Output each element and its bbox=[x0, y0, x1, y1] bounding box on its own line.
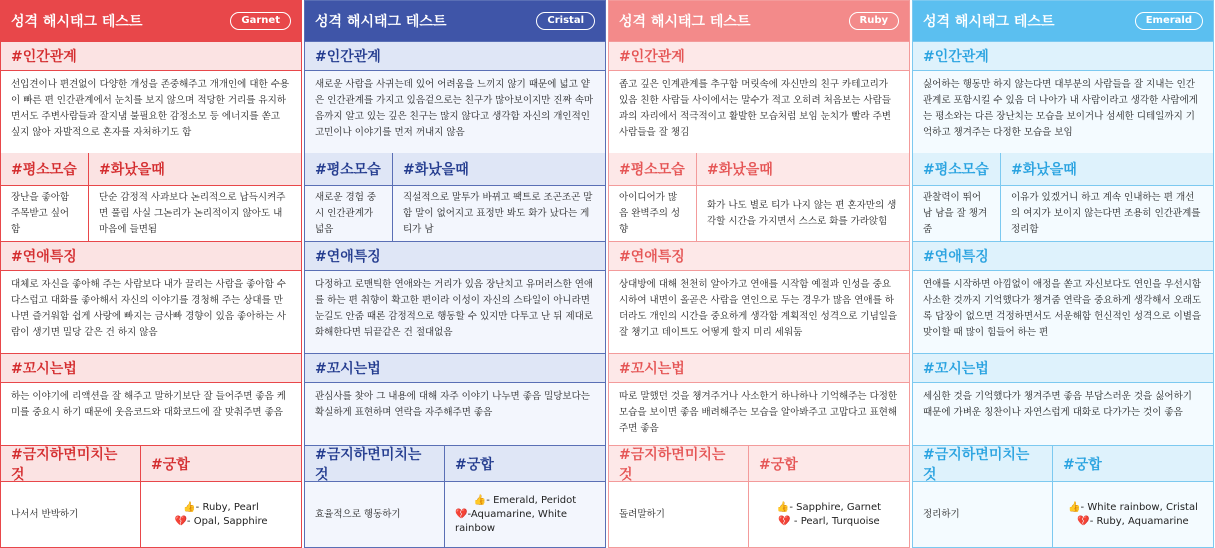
bad-match: 💔 - Pearl, Turquoise bbox=[778, 515, 880, 527]
compat-text bbox=[749, 482, 909, 547]
content-row bbox=[1, 185, 301, 241]
compat-head: #궁합 bbox=[1053, 446, 1213, 481]
section-relations-head: #인간관계 bbox=[1, 41, 301, 71]
angry-head: #화났을때 bbox=[697, 153, 909, 185]
angry-text: 화가 나도 별로 티가 나지 않는 편 혼자만의 생각할 시간을 가지면서 스스로 화를 가라앉힘 bbox=[697, 186, 909, 241]
usual-text: 관찰력이 뛰어남 남을 잘 챙겨줌 bbox=[913, 186, 1001, 241]
compat-head: #궁합 bbox=[141, 446, 301, 481]
ban-text: 나서서 반박하기 bbox=[1, 482, 141, 547]
usual-head: #평소모습 bbox=[913, 153, 1001, 185]
content-row bbox=[305, 481, 605, 547]
header-row bbox=[1, 445, 301, 481]
usual-head: #평소모습 bbox=[1, 153, 89, 185]
section-love-text: 대체로 자신을 좋아해 주는 사람보다 내가 끌리는 사람을 좋아함 수다스럽고 대화를 좋아해서 자신의 이야기를 경청해 주는 상대를 만나면 즐거워함 쉽게 사랑에 빠지는 금사빠 경향이 있음 좋아하는 사람이 생기면 밀당 같은 건 하지 않음 bbox=[1, 271, 301, 353]
card-cristal bbox=[304, 0, 606, 548]
section-relations-text: 선입견이나 편견없이 다양한 개성을 존중해주고 개개인에 대한 수용이 빠른 편 인간관계에서 눈치를 보지 않으며 적당한 거리를 유지하면서도 주변사람들과 잘지냄 불필요한 감정소모 등 에너지를 쏟고 싶지 않아 자발적으로 혼자를 자처하기도 함 bbox=[1, 71, 301, 153]
section-flirt-text: 세심한 것을 기억했다가 챙겨주면 좋음 부담스러운 것을 싫어하기 때문에 가벼운 칭찬이나 자연스럽게 대화로 다가가는 것이 좋음 bbox=[913, 383, 1213, 445]
usual-head: #평소모습 bbox=[305, 153, 393, 185]
section-love-head: #연애특징 bbox=[609, 241, 909, 271]
ban-text: 효율적으로 행동하기 bbox=[305, 482, 445, 547]
card-header bbox=[305, 1, 605, 41]
angry-head: #화났을때 bbox=[1001, 153, 1213, 185]
ban-head: #금지하면미치는것 bbox=[913, 446, 1053, 481]
good-match: 👍- Sapphire, Garnet bbox=[776, 501, 882, 513]
gem-badge: Cristal bbox=[536, 12, 595, 30]
card-header bbox=[1, 1, 301, 41]
section-relations-head: #인간관계 bbox=[913, 41, 1213, 71]
usual-text: 아이디어가 많음 완벽주의 성향 bbox=[609, 186, 697, 241]
angry-text: 이유가 있겠거니 하고 계속 인내하는 편 개선의 여지가 보이지 않는다면 조용히 인간관계를 정리함 bbox=[1001, 186, 1213, 241]
card-title: 성격 해시태그 테스트 bbox=[315, 14, 447, 30]
content-row bbox=[1, 481, 301, 547]
section-relations-text: 좁고 깊은 인계관계를 추구함 머릿속에 자신만의 친구 카테고리가 있음 친한 사람들 사이에서는 말수가 적고 오히려 처음보는 사람들과의 자리에서 적극적이고 활발한 모습처럼 보임 눈치가 빨라 주변 사람들을 잘 챙김 bbox=[609, 71, 909, 153]
bad-match: 💔- Opal, Sapphire bbox=[174, 515, 268, 527]
good-match: 👍- White rainbow, Cristal bbox=[1068, 501, 1198, 513]
content-row bbox=[609, 481, 909, 547]
header-row bbox=[913, 445, 1213, 481]
section-flirt-head: #꼬시는법 bbox=[305, 353, 605, 383]
section-love-head: #연애특징 bbox=[913, 241, 1213, 271]
angry-head: #화났을때 bbox=[89, 153, 301, 185]
header-row bbox=[609, 445, 909, 481]
header-row bbox=[913, 153, 1213, 185]
bad-match: 💔- Ruby, Aquamarine bbox=[1077, 515, 1189, 527]
content-row bbox=[913, 185, 1213, 241]
ban-head: #금지하면미치는것 bbox=[1, 446, 141, 481]
section-flirt-head: #꼬시는법 bbox=[913, 353, 1213, 383]
card-title: 성격 해시태그 테스트 bbox=[619, 14, 751, 30]
usual-head: #평소모습 bbox=[609, 153, 697, 185]
card-title: 성격 해시태그 테스트 bbox=[923, 14, 1055, 30]
card-header bbox=[609, 1, 909, 41]
compat-head: #궁합 bbox=[445, 446, 605, 481]
section-love-text: 상대방에 대해 천천히 알아가고 연애를 시작함 예절과 인성을 중요시하여 내면이 올곧은 사람을 연인으로 두는 경우가 많음 연애를 하더라도 개인의 시간을 중요하게 생각함 계획적인 성격으로 기념일을 잘 챙기고 데이트도 어떻게 할지 미리 세워둠 bbox=[609, 271, 909, 353]
section-love-head: #연애특징 bbox=[1, 241, 301, 271]
section-flirt-head: #꼬시는법 bbox=[1, 353, 301, 383]
header-row bbox=[305, 153, 605, 185]
card-ruby bbox=[608, 0, 910, 548]
header-row bbox=[609, 153, 909, 185]
ban-text: 돌려말하기 bbox=[609, 482, 749, 547]
angry-text: 직설적으로 말투가 바뀌고 팩트로 조곤조곤 말함 말이 없어지고 표정만 봐도 화가 났다는 게 티가 남 bbox=[393, 186, 605, 241]
ban-head: #금지하면미치는것 bbox=[305, 446, 445, 481]
gem-badge: Emerald bbox=[1135, 12, 1203, 30]
section-flirt-text: 하는 이야기에 리액션을 잘 해주고 말하기보단 잘 들어주면 좋음 케미를 중요시 하기 때문에 웃음코드와 대화코드에 잘 맞춰주면 좋음 bbox=[1, 383, 301, 445]
gem-badge: Ruby bbox=[849, 12, 900, 30]
section-relations-head: #인간관계 bbox=[305, 41, 605, 71]
section-love-head: #연애특징 bbox=[305, 241, 605, 271]
content-row bbox=[913, 481, 1213, 547]
section-love-text: 다정하고 로맨틱한 연애와는 거리가 있음 장난치고 유머러스한 연애를 하는 편 취향이 확고한 편이라 이성이 자신의 스타일이 아니라면 눈길도 안줌 때론 감정적으로 행동할 수 있지만 다투고 난 뒤 제대로 화해한다면 뒤끝같은 건 절대없음 bbox=[305, 271, 605, 353]
compat-text bbox=[445, 482, 605, 547]
content-row bbox=[305, 185, 605, 241]
header-row bbox=[1, 153, 301, 185]
angry-text: 단순 감정적 사과보다 논리적으로 납득시켜주면 풀림 사실 그논리가 논리적이지 않아도 내마음에 들면됨 bbox=[89, 186, 301, 241]
section-relations-text: 싫어하는 행동만 하지 않는다면 대부분의 사람들을 잘 지내는 인간관계로 포함시킬 수 있음 더 나아가 내 사람이라고 생각한 사람에게는 평소와는 다른 장난치는 모습을 보이거나 섬세한 디테일까지 기억하고 챙겨주는 다정한 모습을 보임 bbox=[913, 71, 1213, 153]
card-title: 성격 해시태그 테스트 bbox=[11, 14, 143, 30]
section-flirt-head: #꼬시는법 bbox=[609, 353, 909, 383]
header-row bbox=[305, 445, 605, 481]
usual-text: 장난을 좋아함 주목받고 싶어함 bbox=[1, 186, 89, 241]
section-relations-head: #인간관계 bbox=[609, 41, 909, 71]
good-match: 👍- Emerald, Peridot bbox=[473, 494, 577, 506]
ban-head: #금지하면미치는것 bbox=[609, 446, 749, 481]
section-relations-text: 새로운 사람을 사귀는데 있어 어려움을 느끼지 않기 때문에 넓고 얕은 인간관계를 가지고 있음겉으로는 친구가 많아보이지만 진짜 속마음까지 알고 있는 깊은 친구는 많지 않다고 생각함 자신의 개인적인 고민이나 이야기를 먼저 꺼내지 않음 bbox=[305, 71, 605, 153]
usual-text: 새로운 경험 중시 인간관계가 넓음 bbox=[305, 186, 393, 241]
section-flirt-text: 따로 말했던 것을 챙겨주거나 사소한거 하나하나 기억해주는 다정한 모습을 보이면 좋음 배려해주는 모습을 알아봐주고 고맙다고 표현해주면 좋음 bbox=[609, 383, 909, 445]
compat-head: #궁합 bbox=[749, 446, 909, 481]
card-header bbox=[913, 1, 1213, 41]
ban-text: 정리하기 bbox=[913, 482, 1053, 547]
card-garnet bbox=[0, 0, 302, 548]
good-match: 👍- Ruby, Pearl bbox=[183, 501, 259, 513]
section-love-text: 연애를 시작하면 아낌없이 애정을 쏟고 자신보다도 연인을 우선시함 사소한 것까지 기억했다가 챙겨줌 연락을 중요하게 생각해서 오래도록 답장이 없으면 걱정하면서도 서운해함 헌신적인 성격으로 이별을 맞이할 때 많이 힘들어 하는 편 bbox=[913, 271, 1213, 353]
angry-head: #화났을때 bbox=[393, 153, 605, 185]
bad-match: 💔-Aquamarine, White rainbow bbox=[455, 508, 568, 534]
card-emerald bbox=[912, 0, 1214, 548]
compat-text bbox=[141, 482, 301, 547]
section-flirt-text: 관심사를 찾아 그 내용에 대해 자주 이야기 나누면 좋음 밀당보다는 확실하게 표현하며 연락을 자주해주면 좋음 bbox=[305, 383, 605, 445]
content-row bbox=[609, 185, 909, 241]
gem-badge: Garnet bbox=[230, 12, 291, 30]
compat-text bbox=[1053, 482, 1213, 547]
